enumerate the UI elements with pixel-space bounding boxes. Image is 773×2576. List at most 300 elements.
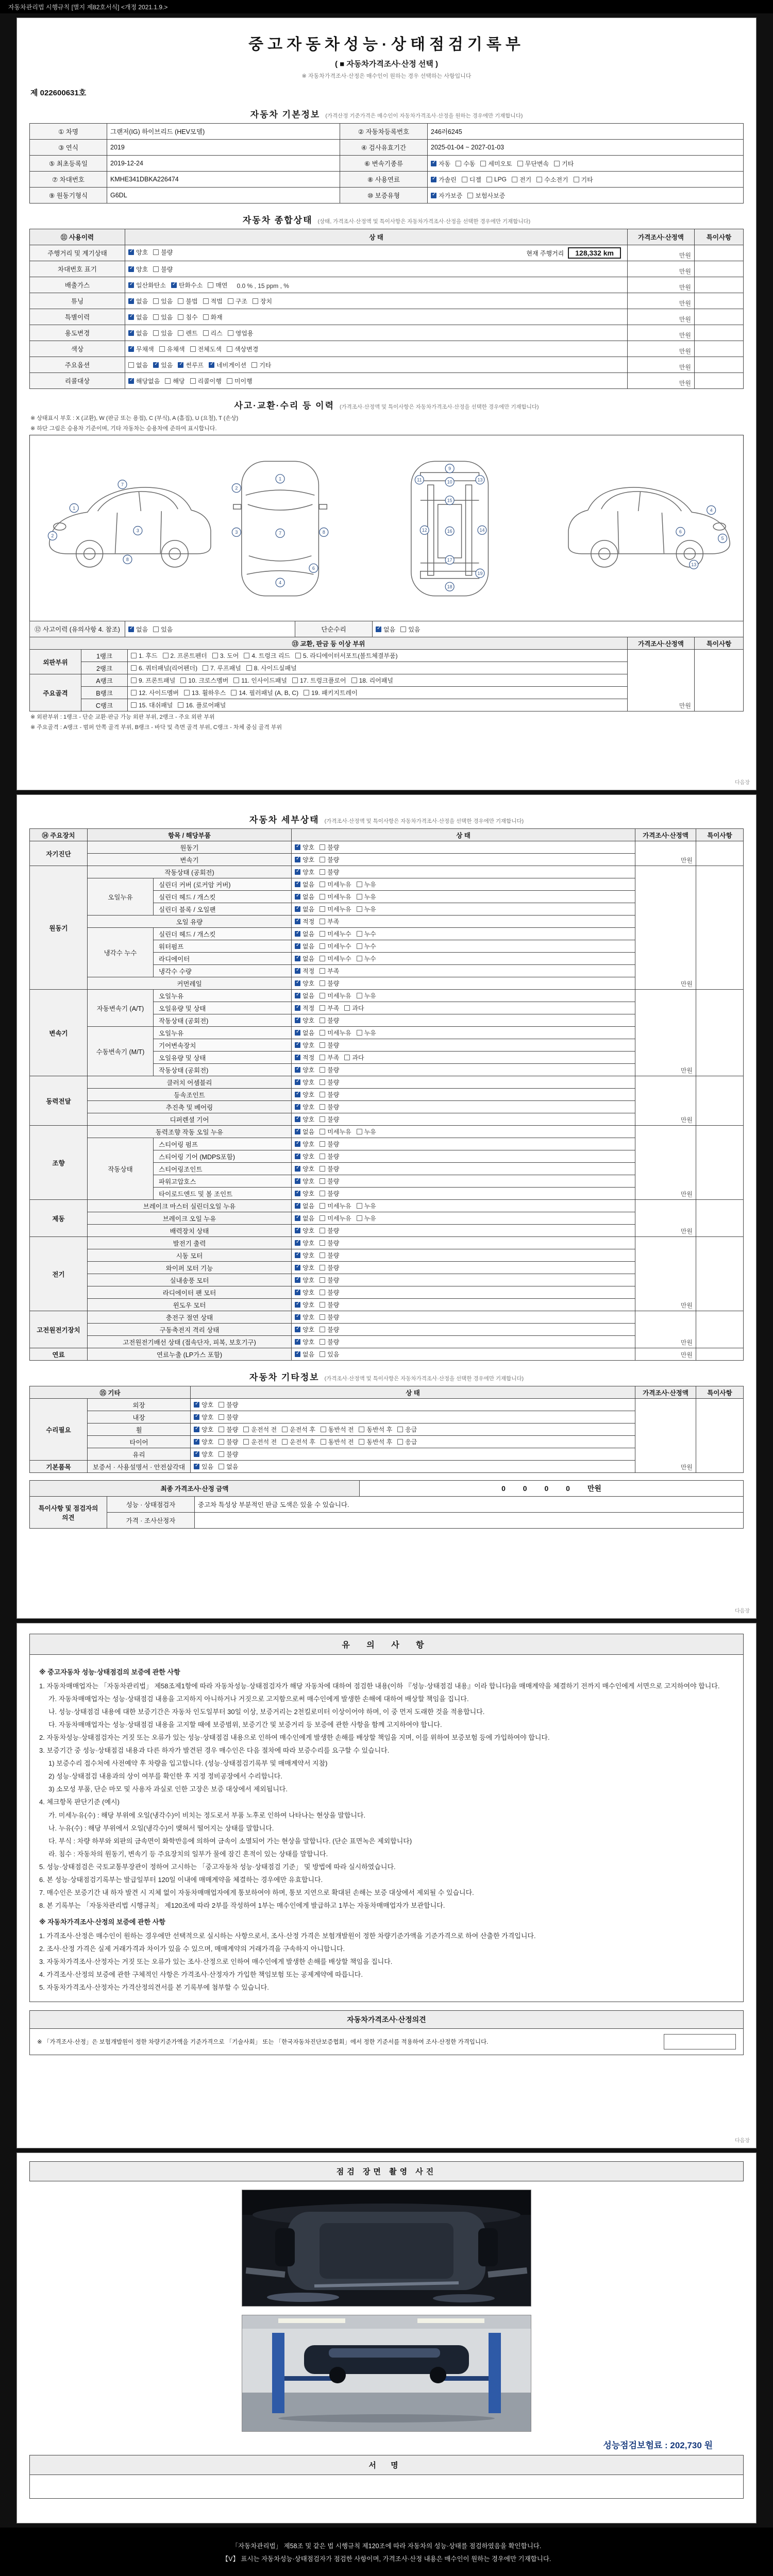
form-field[interactable] — [191, 1448, 635, 1461]
label-cell: 라디에이터 팬 모터 — [88, 1286, 292, 1299]
checkbox-option[interactable]: 불량 — [320, 1140, 339, 1148]
checkbox-option[interactable]: ✓ 없음 — [295, 929, 314, 938]
form-field[interactable] — [292, 866, 635, 878]
checkbox-option[interactable]: 불량 — [320, 1177, 339, 1185]
checkbox-option[interactable]: 누유 — [357, 892, 376, 901]
form-field[interactable] — [292, 1237, 635, 1249]
form-field[interactable] — [373, 621, 744, 637]
checkbox-option[interactable]: ✓ 양호 — [194, 1425, 213, 1434]
checkbox-option[interactable]: 1. 후드 — [131, 651, 158, 660]
checkbox-option[interactable]: 불량 — [219, 1400, 238, 1409]
checkbox-option[interactable]: 영업용 — [228, 329, 254, 337]
checkbox-option[interactable]: 7. 루프패널 — [203, 664, 241, 672]
form-field[interactable] — [292, 1311, 635, 1324]
checkbox-option[interactable]: 불량 — [219, 1425, 238, 1434]
checkbox-option[interactable]: 있음 — [320, 1350, 339, 1359]
checkbox-option[interactable]: 불량 — [320, 1065, 339, 1074]
checkbox-icon — [359, 1427, 364, 1432]
checkbox-option[interactable]: 불량 — [320, 1325, 339, 1334]
svg-text:9: 9 — [448, 466, 451, 471]
checkbox-option[interactable]: 색상변경 — [227, 345, 258, 353]
checkbox-option[interactable]: 있음 — [153, 625, 173, 634]
checkbox-option[interactable]: ✓ 적정 — [295, 1053, 314, 1062]
checkbox-option[interactable]: 불량 — [320, 1016, 339, 1025]
checkbox-option[interactable]: ✓ 적정 — [295, 917, 314, 926]
checkbox-icon — [128, 330, 134, 336]
value-cell: 만원 — [628, 373, 695, 389]
checkbox-option[interactable]: 미세누유 — [320, 880, 351, 889]
checkbox-option[interactable]: 침수 — [178, 313, 197, 321]
checkbox-option[interactable]: ✓ 없음 — [295, 1350, 314, 1359]
checkbox-option[interactable]: 응급 — [397, 1437, 417, 1446]
form-field[interactable] — [125, 621, 295, 637]
checkbox-option[interactable]: 있음 — [153, 329, 173, 337]
checkbox-option[interactable]: 운전석 전 — [243, 1437, 277, 1446]
form-field[interactable] — [128, 699, 628, 711]
checkbox-option[interactable]: ✓ 없음 — [295, 1028, 314, 1037]
checkbox-option[interactable]: ✓ 없음 — [128, 313, 148, 321]
checkbox-option[interactable]: 과다 — [344, 1053, 364, 1062]
checkbox-option[interactable]: 전기 — [512, 175, 531, 184]
checkbox-option[interactable]: ✓ 없음 — [295, 954, 314, 963]
checkbox-icon — [295, 1067, 300, 1073]
checkbox-option[interactable]: 불량 — [320, 1226, 339, 1235]
checkbox-option[interactable]: 없음 — [128, 361, 148, 369]
checkbox-option[interactable]: 기타 — [574, 175, 593, 184]
form-field[interactable] — [292, 841, 635, 854]
checkbox-option[interactable]: 누유 — [357, 991, 376, 1000]
signature-area[interactable] — [29, 2475, 744, 2499]
label-cell: 휠 — [88, 1423, 191, 1436]
checkbox-option[interactable]: 기타 — [251, 361, 271, 369]
checkbox-option[interactable]: ✓ 없음 — [376, 625, 395, 634]
checkbox-option[interactable]: 미세누유 — [320, 1214, 351, 1223]
checkbox-option[interactable]: 18. 리어패널 — [351, 676, 393, 685]
form-field[interactable] — [292, 1249, 635, 1262]
checkbox-option[interactable]: ✓ 양호 — [295, 1115, 314, 1124]
checkbox-option[interactable]: 불량 — [320, 1152, 339, 1161]
checkbox-option[interactable]: ✓ 양호 — [295, 1251, 314, 1260]
checkbox-option[interactable]: 불량 — [320, 1164, 339, 1173]
form-field[interactable] — [125, 309, 628, 325]
checkbox-option[interactable]: 동반석 전 — [321, 1437, 354, 1446]
checkbox-option[interactable]: ✓ 양호 — [295, 1226, 314, 1235]
checkbox-option[interactable]: 누유 — [357, 880, 376, 889]
form-field[interactable] — [292, 1002, 635, 1014]
form-field[interactable] — [125, 373, 628, 389]
checkbox-option[interactable]: 불량 — [320, 1041, 339, 1049]
svg-text:19: 19 — [477, 570, 483, 576]
checkbox-option[interactable]: ✓ 없음 — [295, 1201, 314, 1210]
checkbox-option[interactable]: ✓ 양호 — [295, 1103, 314, 1111]
checkbox-option[interactable]: ✓ 양호 — [295, 868, 314, 876]
checkbox-option[interactable]: 동반석 전 — [321, 1425, 354, 1434]
checkbox-option[interactable]: ✓ 양호 — [295, 1239, 314, 1247]
checkbox-option[interactable]: ✓ 무채색 — [128, 345, 154, 353]
checkbox-option[interactable]: 불량 — [320, 1189, 339, 1198]
footer-line1: 「자동차관리법」 제58조 및 같은 법 시행규칙 제120조에 따라 자동차의 성능·상태를 점검하였음을 확인합니다. — [231, 2542, 542, 2550]
checkbox-option[interactable]: 미세누유 — [320, 1127, 351, 1136]
form-field[interactable] — [191, 1399, 635, 1411]
checkbox-option[interactable]: 미세누유 — [320, 905, 351, 913]
checkbox-option[interactable]: 불법 — [178, 297, 197, 306]
checkbox-option[interactable]: 3. 도어 — [212, 651, 239, 660]
form-field[interactable] — [292, 1262, 635, 1274]
checkbox-option[interactable]: 기타 — [554, 159, 574, 168]
checkbox-option[interactable]: ✓ 없음 — [295, 991, 314, 1000]
checkbox-option[interactable]: 누유 — [357, 1201, 376, 1210]
checkbox-option[interactable]: 불량 — [320, 1251, 339, 1260]
checkbox-option[interactable]: 전체도색 — [190, 345, 222, 353]
label-cell: 상 태 — [292, 829, 635, 841]
checkbox-option[interactable]: 렌트 — [178, 329, 197, 337]
section-detail-header — [29, 812, 744, 825]
form-field[interactable] — [292, 1225, 635, 1237]
form-field[interactable] — [292, 1064, 635, 1076]
checkbox-option[interactable]: LPG — [486, 176, 507, 183]
checkbox-icon — [295, 1005, 300, 1011]
checkbox-option[interactable]: ✓ 없음 — [128, 625, 148, 634]
checkbox-option[interactable]: ✓ 양호 — [295, 1288, 314, 1297]
checkbox-option[interactable]: 있음 — [153, 297, 173, 306]
checkbox-option[interactable]: ✓ 네비게이션 — [209, 361, 246, 369]
checkbox-option[interactable]: ✓ 양호 — [295, 843, 314, 852]
checkbox-option[interactable]: 운전석 전 — [243, 1425, 277, 1434]
checkbox-option[interactable]: 부족 — [320, 917, 339, 926]
label-cell: 상 태 — [125, 229, 628, 245]
checkbox-icon — [203, 298, 209, 304]
form-field[interactable] — [292, 1200, 635, 1212]
checkbox-option[interactable]: ✓ 양호 — [295, 1263, 314, 1272]
checkbox-option[interactable]: ✓ 양호 — [295, 1016, 314, 1025]
checkbox-option[interactable]: 매연 — [208, 281, 227, 290]
checkbox-option[interactable]: 누유 — [357, 1028, 376, 1037]
checkbox-option[interactable]: ✓ 양호 — [194, 1400, 213, 1409]
checkbox-option[interactable]: ✓ 양호 — [295, 855, 314, 864]
checkbox-option[interactable]: 불량 — [219, 1413, 238, 1421]
checkbox-option[interactable]: 불량 — [320, 1103, 339, 1111]
form-field[interactable] — [125, 293, 628, 309]
form-field[interactable] — [128, 674, 628, 687]
form-field[interactable]: ✓ 일산화탄소 ✓ 탄화수소 매연 0.0 % , 15 ppm , % — [125, 277, 628, 293]
form-field[interactable] — [292, 854, 635, 866]
checkbox-option[interactable]: ✓ 양호 — [194, 1437, 213, 1446]
svg-text:14: 14 — [479, 528, 485, 533]
checkbox-option[interactable]: ✓ 양호 — [295, 1337, 314, 1346]
form-field[interactable] — [428, 172, 744, 188]
form-field[interactable] — [292, 1076, 635, 1089]
checkbox-option[interactable]: 유채색 — [159, 345, 185, 353]
form-field[interactable] — [292, 1014, 635, 1027]
checkbox-option[interactable]: ✓ 없음 — [128, 297, 148, 306]
stamp-box[interactable] — [664, 2034, 736, 2049]
form-field[interactable] — [292, 1188, 635, 1200]
checkbox-option[interactable]: 불량 — [320, 1337, 339, 1346]
checkbox-option[interactable]: ✓ 없음 — [295, 905, 314, 913]
checkbox-option[interactable]: ✓ 썬루프 — [178, 361, 204, 369]
checkbox-option[interactable]: ✓ 양호 — [295, 1313, 314, 1321]
checkbox-option[interactable]: 누수 — [357, 954, 376, 963]
checkbox-option[interactable]: 있음 — [153, 313, 173, 321]
value-cell: 만원 — [635, 1076, 696, 1126]
checkbox-option[interactable]: 불량 — [320, 1263, 339, 1272]
checkbox-option[interactable]: 보험사보증 — [467, 191, 505, 200]
form-field[interactable] — [125, 357, 628, 373]
checkbox-option[interactable]: 구조 — [228, 297, 247, 306]
checkbox-option[interactable]: 누유 — [357, 1214, 376, 1223]
checkbox-option[interactable]: ✓ 적정 — [295, 1004, 314, 1012]
form-field[interactable] — [292, 1299, 635, 1311]
checkbox-option[interactable]: 세미오토 — [480, 159, 512, 168]
form-field[interactable] — [292, 1336, 635, 1348]
checkbox-option[interactable]: 디젤 — [462, 175, 481, 184]
checkbox-option[interactable]: 미세누유 — [320, 991, 351, 1000]
checkbox-option[interactable]: 리스 — [203, 329, 223, 337]
form-field[interactable]: ✓ 양호 불량 현재 주행거리 128,332 km — [125, 245, 628, 261]
checkbox-option[interactable]: ✓ 해당없음 — [128, 377, 160, 385]
form-field[interactable] — [128, 662, 628, 674]
checkbox-option[interactable]: ✓ 양호 — [295, 1065, 314, 1074]
checkbox-option[interactable]: 불량 — [320, 855, 339, 864]
checkbox-option[interactable]: 운전석 후 — [282, 1437, 315, 1446]
checkbox-option[interactable]: ✓ 양호 — [295, 979, 314, 988]
checkbox-option[interactable]: 불량 — [320, 868, 339, 876]
checkbox-option[interactable]: 19. 패키지트레이 — [304, 688, 358, 697]
form-field[interactable] — [292, 1052, 635, 1064]
checkbox-option[interactable]: 6. 쿼터패널(리어펜더) — [131, 664, 197, 672]
checkbox-option[interactable]: 불량 — [320, 1300, 339, 1309]
checkbox-option[interactable]: 불량 — [320, 1313, 339, 1321]
checkbox-option[interactable]: 14. 필러패널 (A, B, C) — [231, 688, 298, 697]
checkbox-option[interactable]: 누유 — [357, 905, 376, 913]
form-field[interactable] — [292, 1175, 635, 1188]
form-field[interactable] — [125, 341, 628, 357]
svg-text:12: 12 — [422, 528, 427, 533]
checkbox-option[interactable]: 무단변속 — [517, 159, 549, 168]
form-field[interactable] — [292, 916, 635, 928]
checkbox-option[interactable]: ✓ 양호 — [128, 248, 148, 257]
checkbox-option[interactable]: ✓ 양호 — [194, 1450, 213, 1459]
form-field[interactable] — [292, 891, 635, 903]
checkbox-icon — [431, 177, 436, 182]
checkbox-option[interactable]: 미세누유 — [320, 892, 351, 901]
checkbox-option[interactable]: 불량 — [320, 979, 339, 988]
checkbox-option[interactable]: 응급 — [397, 1425, 417, 1434]
checkbox-option[interactable]: ✓ 없음 — [295, 942, 314, 951]
checkbox-option[interactable]: ✓ 적정 — [295, 967, 314, 975]
svg-text:16: 16 — [447, 529, 452, 534]
checkbox-option[interactable]: ✓ 양호 — [295, 1152, 314, 1161]
checkbox-option[interactable]: 동반석 후 — [359, 1425, 392, 1434]
checkbox-option[interactable]: ✓ 없음 — [295, 1127, 314, 1136]
checkbox-option[interactable]: ✓ 없음 — [128, 329, 148, 337]
checkbox-option[interactable]: 2. 프론트펜더 — [163, 651, 207, 660]
form-field[interactable] — [191, 1436, 635, 1448]
checkbox-icon — [178, 298, 183, 304]
form-field[interactable] — [191, 1461, 635, 1473]
form-field[interactable] — [125, 261, 628, 277]
checkbox-option[interactable]: 장치 — [253, 297, 272, 306]
checkbox-option[interactable]: ✓ 양호 — [295, 1189, 314, 1198]
form-field[interactable] — [292, 1027, 635, 1039]
checkbox-option[interactable]: ✓ 양호 — [194, 1413, 213, 1421]
form-field[interactable] — [292, 1089, 635, 1101]
form-field[interactable] — [292, 1138, 635, 1150]
checkbox-option[interactable]: ✓ 양호 — [295, 1325, 314, 1334]
checkbox-option[interactable]: 15. 대쉬패널 — [131, 701, 173, 709]
form-field[interactable] — [292, 928, 635, 940]
checkbox-option[interactable]: 17. 트렁크플로어 — [292, 676, 346, 685]
checkbox-option[interactable]: 미세누수 — [320, 942, 351, 951]
checkbox-option[interactable]: 불량 — [320, 1078, 339, 1087]
checkbox-option[interactable]: ✓ 양호 — [295, 1276, 314, 1284]
notice-line: 2) 성능·상태점검 내용과의 상이 여부를 확인한 후 지정 정비공장에서 수리합니다. — [48, 1772, 282, 1781]
form-field[interactable] — [292, 953, 635, 965]
checkbox-option[interactable]: 불량 — [320, 1115, 339, 1124]
form-field[interactable] — [292, 1274, 635, 1286]
vehicle-damage-diagram — [29, 435, 744, 621]
form-field[interactable] — [191, 1411, 635, 1423]
form-field[interactable] — [292, 1039, 635, 1052]
checkbox-option[interactable]: ✓ 탄화수소 — [171, 281, 203, 290]
checkbox-option[interactable]: ✓ 없음 — [295, 880, 314, 889]
checkbox-option[interactable]: 9. 프론트패널 — [131, 676, 175, 685]
checkbox-option[interactable]: 없음 — [219, 1462, 238, 1471]
checkbox-option[interactable]: 미세누유 — [320, 1201, 351, 1210]
checkbox-option[interactable]: ✓ 자가보증 — [431, 191, 462, 200]
next-page-marker[interactable]: 다음장 — [735, 1608, 750, 1614]
checkbox-option[interactable]: 과다 — [344, 1004, 364, 1012]
form-field[interactable] — [292, 1324, 635, 1336]
checkbox-icon — [320, 1203, 325, 1209]
checkbox-option[interactable]: ✓ 일산화탄소 — [128, 281, 166, 290]
checkbox-option[interactable]: ✓ 양호 — [295, 1140, 314, 1148]
section-accident-header — [29, 398, 744, 411]
checkbox-option[interactable]: 불량 — [320, 1239, 339, 1247]
checkbox-option[interactable]: 불량 — [153, 265, 173, 274]
checkbox-option[interactable]: ✓ 양호 — [295, 1078, 314, 1087]
form-field[interactable] — [292, 1348, 635, 1361]
checkbox-option[interactable]: 수소전기 — [536, 175, 568, 184]
form-field[interactable] — [191, 1423, 635, 1436]
checkbox-option[interactable]: 불량 — [320, 1090, 339, 1099]
checkbox-option[interactable]: 8. 사이드실패널 — [246, 664, 297, 672]
label-cell: 추진축 및 베어링 — [88, 1101, 292, 1113]
checkbox-option[interactable]: 동반석 후 — [359, 1437, 392, 1446]
form-field[interactable] — [128, 650, 628, 662]
checkbox-option[interactable]: 있음 — [400, 625, 420, 634]
checkbox-option[interactable]: ✓ 양호 — [295, 1041, 314, 1049]
form-field[interactable] — [125, 325, 628, 341]
form-field[interactable] — [292, 990, 635, 1002]
form-field[interactable] — [292, 903, 635, 916]
checkbox-option[interactable]: 13. 휠하우스 — [184, 688, 226, 697]
checkbox-option[interactable]: ✓ 양호 — [295, 1164, 314, 1173]
checkbox-option[interactable]: 미세누수 — [320, 929, 351, 938]
form-field[interactable] — [292, 965, 635, 977]
checkbox-icon — [295, 869, 300, 875]
checkbox-option[interactable]: 16. 플로어패널 — [178, 701, 226, 709]
checkbox-option[interactable]: ✓ 있음 — [153, 361, 173, 369]
checkbox-option[interactable]: 부족 — [320, 1004, 339, 1012]
svg-text:4: 4 — [710, 507, 713, 513]
notice-line: 4. 체크항목 판단기준 (예시) — [39, 1798, 120, 1806]
form-field[interactable] — [292, 977, 635, 990]
checkbox-option[interactable]: 누유 — [357, 1127, 376, 1136]
checkbox-option[interactable]: 미세누수 — [320, 954, 351, 963]
checkbox-option[interactable]: 불량 — [320, 1288, 339, 1297]
checkbox-icon — [194, 1402, 199, 1408]
checkbox-option[interactable]: 10. 크로스멤버 — [180, 676, 228, 685]
checkbox-option[interactable]: ✓ 양호 — [295, 1090, 314, 1099]
form-field[interactable] — [428, 156, 744, 172]
checkbox-option[interactable]: ✓ 양호 — [295, 1300, 314, 1309]
checkbox-option[interactable]: 불량 — [219, 1450, 238, 1459]
checkbox-option[interactable]: ✓ 있음 — [194, 1462, 213, 1471]
checkbox-option[interactable]: 불량 — [219, 1437, 238, 1446]
svg-text:13: 13 — [477, 477, 483, 483]
form-field[interactable] — [292, 878, 635, 891]
checkbox-option[interactable]: ✓ 양호 — [295, 1177, 314, 1185]
checkbox-icon — [344, 1005, 350, 1011]
form-field[interactable] — [428, 188, 744, 204]
checkbox-option[interactable]: 5. 라디에이터서포트(볼트체결부품) — [295, 651, 398, 660]
form-field[interactable] — [292, 1126, 635, 1138]
checkbox-option[interactable]: 불량 — [320, 843, 339, 852]
form-field[interactable] — [292, 940, 635, 953]
form-field[interactable] — [292, 1212, 635, 1225]
checkbox-icon — [153, 362, 159, 368]
checkbox-option[interactable]: 12. 사이드멤버 — [131, 688, 179, 697]
checkbox-option[interactable]: ✓ 없음 — [295, 892, 314, 901]
checkbox-option[interactable]: 누수 — [357, 929, 376, 938]
form-field[interactable] — [292, 1163, 635, 1175]
checkbox-option[interactable]: 운전석 후 — [282, 1425, 315, 1434]
label-cell: 연료 — [30, 1348, 88, 1361]
checkbox-option[interactable]: 해당 — [165, 377, 184, 385]
checkbox-option[interactable]: 누수 — [357, 942, 376, 951]
label-cell: 오일누유 — [154, 990, 292, 1002]
next-page-marker[interactable]: 다음장 — [735, 2138, 750, 2144]
checkbox-option[interactable]: ✓ 자동 — [431, 159, 450, 168]
form-field[interactable] — [292, 1101, 635, 1113]
checkbox-option[interactable]: 부족 — [320, 1053, 339, 1062]
checkbox-icon — [486, 177, 492, 182]
checkbox-option[interactable]: 불량 — [320, 1276, 339, 1284]
checkbox-option[interactable]: ✓ 양호 — [128, 265, 148, 274]
checkbox-option[interactable]: 부족 — [320, 967, 339, 975]
form-field[interactable] — [292, 1286, 635, 1299]
checkbox-option[interactable]: 4. 트렁크 리드 — [244, 651, 290, 660]
form-field[interactable] — [128, 687, 628, 699]
checkbox-option[interactable]: ✓ 없음 — [295, 1214, 314, 1223]
checkbox-option[interactable]: 화재 — [203, 313, 223, 321]
checkbox-option[interactable]: 불량 — [153, 248, 173, 257]
checkbox-option[interactable]: 리콜이행 — [190, 377, 222, 385]
checkbox-icon — [295, 1228, 300, 1233]
checkbox-option[interactable]: 적법 — [203, 297, 223, 306]
checkbox-option[interactable]: 수동 — [456, 159, 475, 168]
value-cell — [695, 277, 744, 293]
checkbox-option[interactable]: 미세누유 — [320, 1028, 351, 1037]
checkbox-option[interactable]: 미이행 — [227, 377, 253, 385]
form-field[interactable] — [292, 1150, 635, 1163]
form-field[interactable] — [292, 1113, 635, 1126]
checkbox-icon — [295, 1116, 300, 1122]
checkbox-option[interactable]: 11. 인사이드패널 — [233, 676, 287, 685]
checkbox-option[interactable]: ✓ 가솔린 — [431, 175, 457, 184]
next-page-marker[interactable]: 다음장 — [735, 780, 750, 786]
